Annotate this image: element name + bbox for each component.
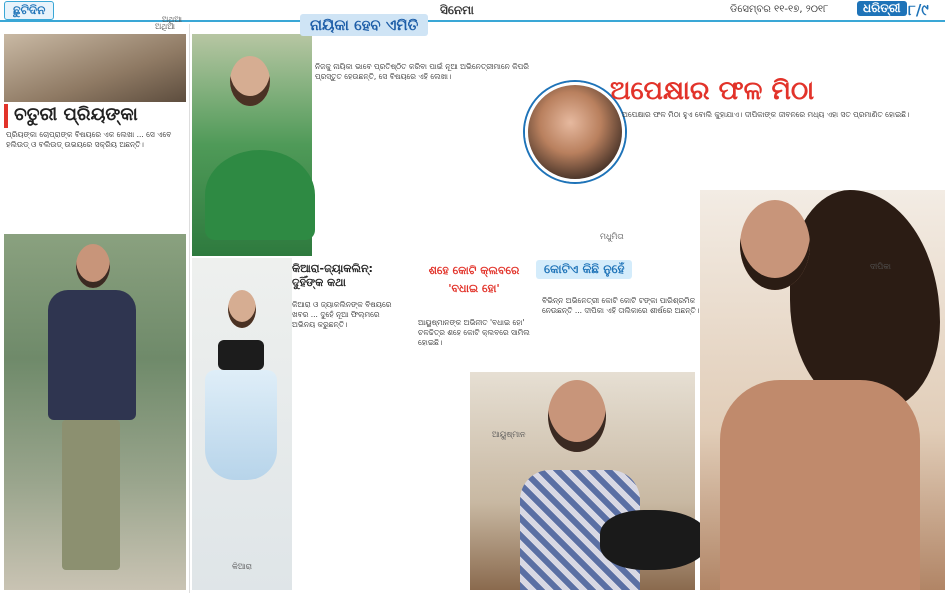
kiara-top <box>218 340 264 370</box>
main-article-title: ଅପେକ୍ଷାର ଫଳ ମିଠା <box>610 76 815 106</box>
photo-figure-pants <box>62 420 120 570</box>
main-article-text: ଅପେକ୍ଷାର ଫଳ ମିଠା ହୁଏ ବୋଲି କୁହାଯାଏ। ଦୀପିକାଙ୍କ ଜୀବନରେ ମଧ୍ୟ ଏହା ସତ ପ୍ରମାଣିତ ହୋଇଛି। <box>622 110 910 119</box>
kiara-skirt <box>205 370 277 480</box>
kiara-caption: କିଆରା <box>232 562 253 571</box>
green-dress-shape <box>205 150 315 240</box>
kiara-article-text: କିଆରା ଓ ଜ୍ୟାକଲିନଙ୍କ ବିଷୟରେ ଖବର ... ଦୁହେଁ ନୂଆ ଫିଲ୍ମରେ ଅଭିନୟ କରୁଛନ୍ତି। <box>292 300 392 329</box>
paper-logo: ଧରିତ୍ରୀ <box>857 1 907 16</box>
kiara-head <box>228 290 256 328</box>
left-top-photo <box>4 34 186 102</box>
page-header <box>0 0 945 22</box>
masthead: ଛୁଟିଦିନ <box>4 1 54 20</box>
article2-caption: ଅଥିଆ <box>162 15 183 24</box>
deepika-head <box>740 200 810 290</box>
photo-figure-jacket <box>48 290 136 420</box>
left-article-text: ପ୍ରିୟଙ୍କା ଚୋପ୍ରାଙ୍କ ବିଷୟରେ ଏକ ଲେଖା ... ସେ ଏବେ ହଲିଉଡ୍ ଓ ବଲିଉଡ୍ ଉଭୟରେ ସକ୍ରିୟ ଅଛନ୍ତି। <box>6 130 172 149</box>
ayushmann-caption: ଆୟୁଷ୍ମାନ <box>492 430 526 439</box>
koti-article-text: ବିଭିନ୍ନ ଅଭିନେତ୍ରୀ କୋଟି କୋଟି ଟଙ୍କା ପାରିଶ୍ରମିକ ନେଉଛନ୍ତି ... ଦୀପିକା ଏହି ତାଲିକାରେ ଶୀର୍ଷରେ ଅଛନ୍ତି। <box>542 296 700 315</box>
deepika-caption: ଦୀପିକା <box>870 262 891 271</box>
badhai-article-title: ଶହେ କୋଟି କ୍ଲବରେ 'ବଧାଇ ହୋ' <box>428 264 520 295</box>
publication-date: ଡିସେମ୍ବର ୧୧-୧୭, ୨୦୧୮ <box>730 4 829 15</box>
article2-title: ନାୟିକା ହେବ ଏମିତି <box>300 14 428 36</box>
green-photo-head <box>230 56 270 106</box>
article2-text: ନିଜକୁ ନାୟିକା ଭାବେ ପ୍ରତିଷ୍ଠିତ କରିବା ପାଇଁ ନୂଆ ଅଭିନେତ୍ରୀମାନେ କିପରି ପ୍ରସ୍ତୁତ ହେଉଛନ୍ତି, ସେ ବିଷୟରେ ଏହି ଲେଖା। <box>315 62 529 81</box>
photo-figure-head <box>76 244 110 288</box>
deepika-body <box>720 380 920 590</box>
ayushmann-head <box>548 380 606 452</box>
koti-article-title: କୋଟିଏ କିଛି ନୁହେଁ <box>536 260 632 279</box>
page-number: ୮/୯ <box>908 1 929 19</box>
guitar-shape <box>600 510 710 570</box>
section-name: ସିନେମା <box>440 3 474 17</box>
left-article-title: ଚତୁରୀ ପ୍ରିୟଙ୍କା <box>14 104 138 125</box>
kiara-article-title: କିଆରା-ଜ୍ୟାକଲିନ୍: ଦୁହିଁଙ୍କ କଥା <box>292 262 373 289</box>
left-photo-caption: ଅଥିଆ <box>155 22 176 31</box>
badhai-article-text: ଆୟୁଷ୍ମାନଙ୍କ ଅଭିନୀତ 'ବଧାଇ ହୋ' ଚଳଚ୍ଚିତ୍ର ଶହେ କୋଟି କ୍ଲବରେ ସାମିଲ ହୋଇଛି। <box>418 318 530 347</box>
circle-portrait-caption: ମଧୁମିତା <box>600 232 624 241</box>
